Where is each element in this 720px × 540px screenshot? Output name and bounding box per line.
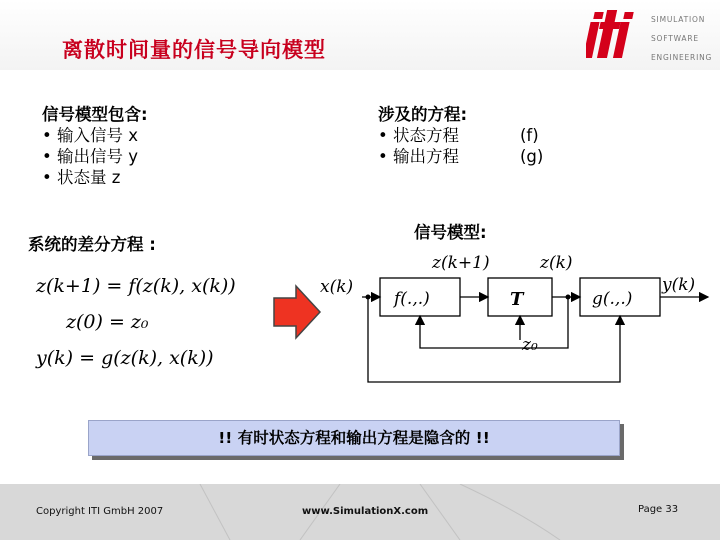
tag-g: (g) (520, 147, 544, 166)
diagram-heading: 信号模型: (414, 223, 487, 242)
equation-output: y(k) = g(z(k), x(k)) (36, 347, 214, 369)
equation-state: z(k+1) = f(z(k), x(k)) (36, 275, 236, 297)
equation-tags (520, 125, 543, 167)
label-zk1: z(k+1) (432, 253, 490, 273)
left-item-input: • 输入信号 x (42, 126, 138, 145)
left-panel (42, 104, 148, 188)
brand-line-1: SIMULATION (651, 15, 706, 24)
footer-page-number: Page 33 (638, 504, 679, 515)
brand-line-3: ENGINEERING (651, 53, 713, 62)
implicit-equations-banner: !! 有时状态方程和输出方程是隐含的 !! (88, 420, 620, 456)
brand-line-2: SOFTWARE (651, 34, 699, 43)
feedback-f-line (420, 297, 568, 348)
right-item-state-eq: • 状态方程 (378, 126, 459, 145)
right-panel (378, 104, 467, 167)
label-output: y(k) (662, 275, 696, 295)
equation-initial: z(0) = z₀ (66, 311, 149, 333)
signal-block-diagram (318, 248, 718, 398)
junction-zk (566, 295, 571, 300)
label-input: x(k) (320, 277, 354, 297)
feedback-g-line (368, 297, 620, 382)
label-initial: z₀ (522, 335, 538, 355)
footer-url[interactable]: www.SimulationX.com (302, 506, 429, 517)
left-item-output: • 输出信号 y (42, 147, 138, 166)
footer-copyright: Copyright ITI GmbH 2007 (36, 506, 164, 517)
right-item-output-eq: • 输出方程 (378, 147, 459, 166)
label-block-t: T (510, 289, 524, 310)
left-item-state: • 状态量 z (42, 168, 121, 187)
label-zk: z(k) (540, 253, 573, 273)
label-block-g: g(.,.) (592, 289, 633, 309)
left-heading: 信号模型包含: (42, 105, 148, 124)
difference-equations (36, 268, 236, 376)
right-heading: 涉及的方程: (378, 105, 468, 124)
label-block-f: f(.,.) (394, 289, 430, 309)
iti-logo (586, 6, 646, 62)
slide-title: 离散时间量的信号导向模型 (62, 38, 326, 62)
brand-words (651, 10, 719, 67)
big-arrow-icon (272, 284, 322, 340)
tag-f: (f) (520, 126, 539, 145)
junction-x (366, 295, 371, 300)
slide-footer (0, 484, 720, 540)
diff-heading: 系统的差分方程 : (28, 235, 156, 254)
